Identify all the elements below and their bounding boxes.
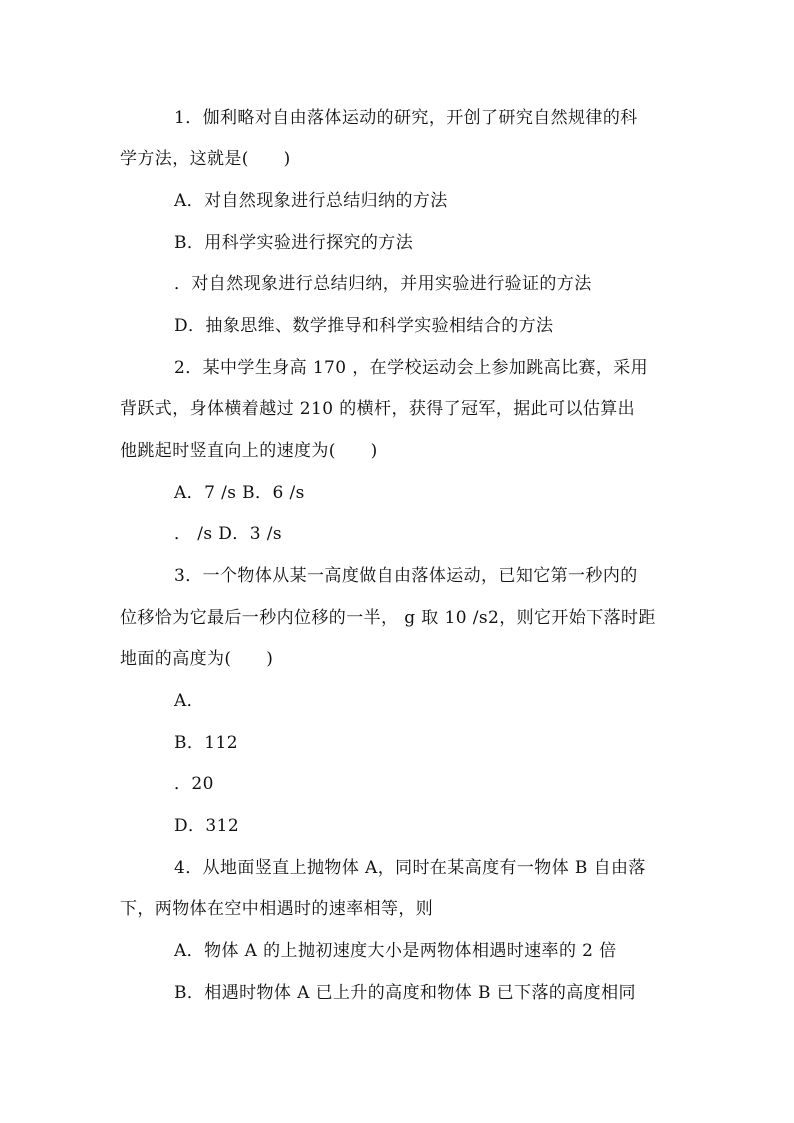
question-1-option-d: D．抽象思维、数学推导和科学实验相结合的方法	[174, 316, 554, 336]
question-3-line-3: 地面的高度为( )	[120, 649, 274, 669]
question-3-option-a: A．	[174, 691, 205, 711]
question-4-option-a: A．物体 A 的上抛初速度大小是两物体相遇时速率的 2 倍	[174, 941, 617, 961]
question-4-line-1: 4．从地面竖直上抛物体 A，同时在某高度有一物体 B 自由落	[174, 858, 646, 878]
question-2-line-3: 他跳起时竖直向上的速度为( )	[120, 441, 378, 461]
question-1-line-1: 1．伽利略对自由落体运动的研究，开创了研究自然规律的科	[174, 108, 638, 128]
question-1-option-c: ．对自然现象进行总结归纳，并用实验进行验证的方法	[174, 274, 592, 294]
question-2-options-cd: ． /s D．3 /s	[174, 524, 282, 544]
question-3-line-1: 3．一个物体从某一高度做自由落体运动，已知它第一秒内的	[174, 566, 638, 586]
question-1-option-b: B．用科学实验进行探究的方法	[174, 233, 414, 253]
question-1-line-2: 学方法，这就是( )	[120, 149, 291, 169]
question-3-line-2: 位移恰为它最后一秒内位移的一半， g 取 10 /s2，则它开始下落时距	[120, 608, 656, 628]
question-3-option-d: D．312	[174, 816, 240, 836]
question-2-options-ab: A．7 /s B．6 /s	[174, 483, 305, 503]
question-2-line-2: 背跃式，身体横着越过 210 的横杆，获得了冠军，据此可以估算出	[120, 399, 636, 419]
question-4-line-2: 下，两物体在空中相遇时的速率相等，则	[120, 899, 434, 919]
question-2-line-1: 2．某中学生身高 170 ，在学校运动会上参加跳高比赛，采用	[174, 358, 649, 378]
question-3-option-b: B．112	[174, 733, 238, 753]
question-3-option-c: ．20	[174, 774, 214, 794]
question-1-option-a: A．对自然现象进行总结归纳的方法	[174, 191, 448, 211]
question-4-option-b: B．相遇时物体 A 已上升的高度和物体 B 已下落的高度相同	[174, 983, 636, 1003]
